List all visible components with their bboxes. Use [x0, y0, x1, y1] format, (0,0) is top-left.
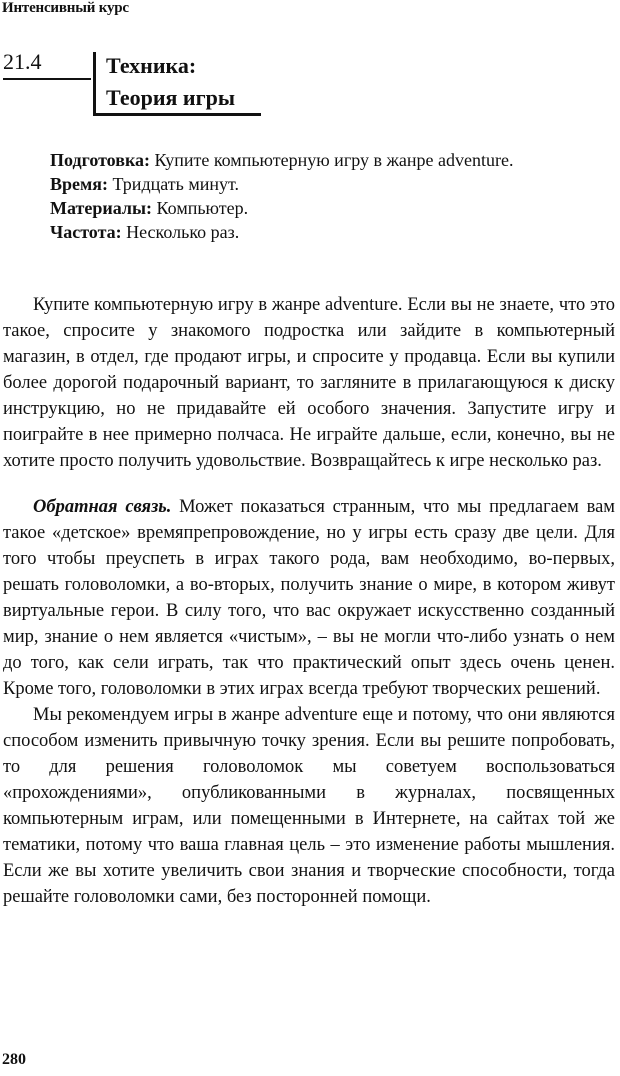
time-value: Тридцать минут.: [112, 174, 240, 194]
frequency-value: Несколько раз.: [126, 222, 240, 242]
info-frequency: [50, 220, 590, 244]
paragraph-recommendation: Мы рекомендуем игры в жанре adventure еще и потому, что они являются способом изменить привычную точку зрения. Если вы решите попробовать, то для решения головоломок мы советуем воспользоваться «прохождениями», опубликованными в журналах, посвященных компьютерным играм, или помещенными в Интернете, на сайтах той же тематики, потому что ваша главная цель – это изменение работы мышления. Если же вы хотите увеличить свои знания и творческие способности, тогда решайте головоломки сами, без посторонней помощи.: [3, 705, 615, 907]
section-title-line-2: Теория игры: [106, 85, 235, 110]
info-preparation: [50, 148, 590, 172]
number-underline: [3, 78, 91, 80]
paragraph-feedback: [3, 494, 615, 702]
running-head: Интенсивный курс: [2, 0, 129, 16]
materials-value: Компьютер.: [156, 198, 249, 218]
section-title: [106, 50, 235, 114]
page-number: 280: [2, 1051, 26, 1068]
time-label: Время:: [50, 174, 108, 194]
body-text: [3, 292, 615, 910]
preparation-value: Купите компьютерную игру в жанре adventure.: [154, 150, 514, 170]
paragraph-instructions: Купите компьютерную игру в жанре adventure. Если вы не знаете, что это такое, спросите у знакомого подростка или зайдите в компьютерный магазин, в отдел, где продают игры, и спросите у продавца. Если вы купили более дорогой подарочный вариант, то загляните в прилагающуюся к диску инструкцию, но не придавайте ей особого значения. Запустите игру и поиграйте в нее примерно полчаса. Не играйте дальше, если, конечно, вы не хотите просто получить удовольствие. Возвращайтесь к игре несколько раз.: [3, 295, 615, 471]
title-underline: [93, 113, 261, 116]
section-title-line-1: Техника:: [106, 53, 197, 78]
feedback-lead: Обратная связь.: [33, 497, 172, 517]
frequency-label: Частота:: [50, 222, 122, 242]
preparation-label: Подготовка:: [50, 150, 151, 170]
section-heading: [3, 50, 273, 122]
info-materials: [50, 196, 590, 220]
heading-vertical-rule: [93, 52, 96, 114]
feedback-text: Может показаться странным, что мы предлагаем вам такое «детское» времяпрепровождение, но у игры есть сразу две цели. Для того чтобы преуспеть в играх такого рода, вам необходимо, во-первых, решать головоломки, а во-вторых, получить знание о мире, в котором живут виртуальные герои. В силу того, что вас окружает искусственно созданный мир, знание о нем является «чистым», – вы не могли что-либо узнать о нем до того, как сели играть, так что практический опыт здесь очень ценен. Кроме того, головоломки в этих играх всегда требуют творческих решений.: [3, 497, 615, 699]
section-number: 21.4: [3, 49, 42, 74]
exercise-info: [50, 148, 590, 244]
materials-label: Материалы:: [50, 198, 153, 218]
info-time: [50, 172, 590, 196]
